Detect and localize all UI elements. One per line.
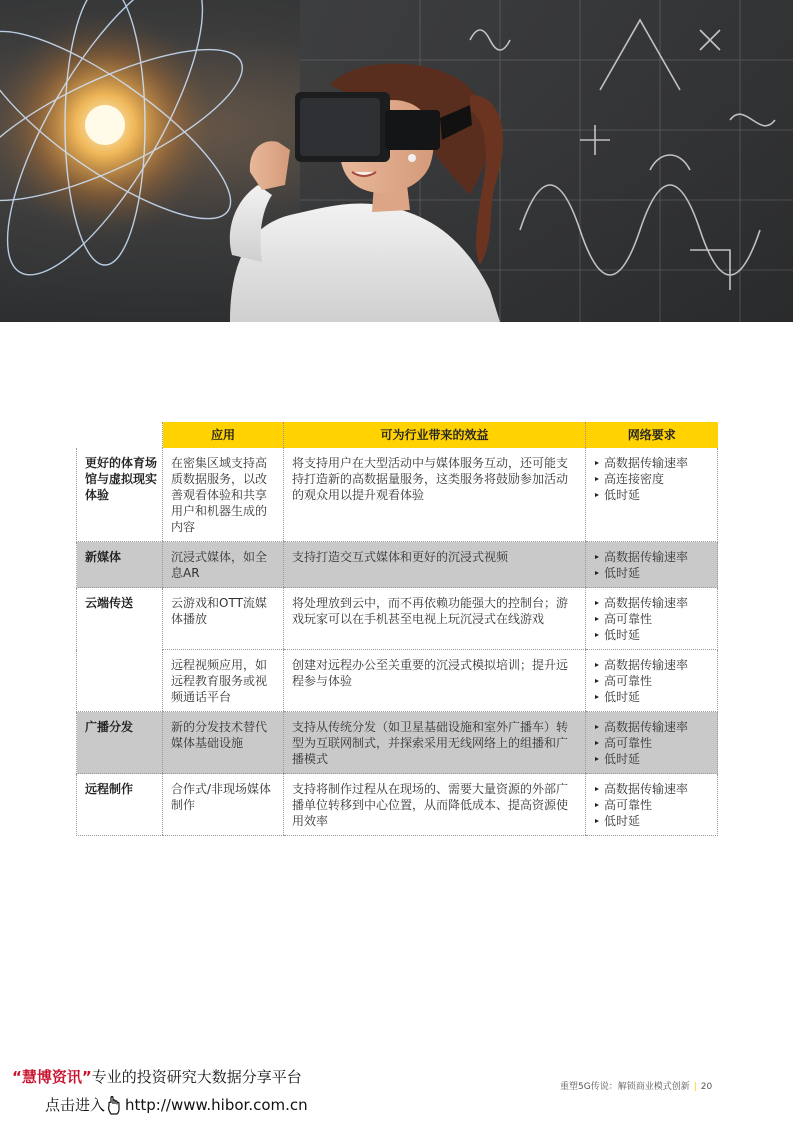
table-header-row (77, 422, 718, 448)
row-benefit: 创建对远程办公至关重要的沉浸式模拟培训；提升远程参与体验 (284, 650, 586, 712)
brand-name: 慧博资讯 (21, 1068, 82, 1086)
row-requirements (586, 650, 718, 712)
row-benefit: 将处理放到云中，而不再依赖功能强大的控制台；游戏玩家可以在手机甚至电视上玩沉浸式在线游戏 (284, 588, 586, 650)
brand-line (12, 1066, 302, 1087)
requirement-item: 低时延 (594, 565, 709, 581)
row-benefit: 支持从传统分发（如卫星基础设施和室外广播车）转型为互联网制式，并探索采用无线网络上的组播和广播模式 (284, 712, 586, 774)
row-application: 新的分发技术替代媒体基础设施 (163, 712, 284, 774)
hero-illustration (0, 0, 793, 322)
header-benefit: 可为行业带来的效益 (284, 422, 586, 448)
row-application: 沉浸式媒体，如全息AR (163, 542, 284, 588)
row-benefit: 将支持用户在大型活动中与媒体服务互动，还可能支持打造新的高数据量服务，这类服务将鼓励参加活动的观众用以提升观看体验 (284, 448, 586, 542)
row-requirements (586, 712, 718, 774)
brand-close-quote: ” (81, 1068, 92, 1086)
row-category: 广播分发 (77, 712, 163, 774)
requirement-item: 低时延 (594, 813, 709, 829)
header-network-requirements: 网络要求 (586, 422, 718, 448)
brand-link-line[interactable] (45, 1094, 308, 1115)
requirement-item: 高数据传输速率 (594, 595, 709, 611)
requirement-item: 高数据传输速率 (594, 455, 709, 471)
link-prefix: 点击进入 (45, 1096, 106, 1114)
table-row (77, 542, 718, 588)
table-row (77, 774, 718, 836)
row-benefit: 支持打造交互式媒体和更好的沉浸式视频 (284, 542, 586, 588)
row-category: 新媒体 (77, 542, 163, 588)
hero-image (0, 0, 793, 322)
row-category: 云端传送 (77, 588, 163, 650)
pointing-hand-icon (106, 1095, 124, 1115)
row-category: 远程制作 (77, 774, 163, 836)
brand-slogan: 专业的投资研究大数据分享平台 (91, 1068, 302, 1086)
requirement-item: 低时延 (594, 689, 709, 705)
requirement-item: 低时延 (594, 751, 709, 767)
row-requirements (586, 542, 718, 588)
row-category (77, 650, 163, 712)
use-case-table (76, 422, 718, 836)
requirement-item: 高数据传输速率 (594, 781, 709, 797)
row-application: 合作式/非现场媒体制作 (163, 774, 284, 836)
requirement-item: 高连接密度 (594, 471, 709, 487)
requirement-item: 高数据传输速率 (594, 719, 709, 735)
row-application: 在密集区域支持高质数据服务，以改善观看体验和共享用户和机器生成的内容 (163, 448, 284, 542)
brand-url-link[interactable]: http://www.hibor.com.cn (125, 1096, 308, 1114)
requirement-item: 高数据传输速率 (594, 657, 709, 673)
table-row (77, 650, 718, 712)
row-application: 云游戏和OTT流媒体播放 (163, 588, 284, 650)
table-row (77, 448, 718, 542)
row-requirements (586, 588, 718, 650)
table-row (77, 712, 718, 774)
requirement-item: 高可靠性 (594, 735, 709, 751)
table-row (77, 588, 718, 650)
row-requirements (586, 448, 718, 542)
requirement-item: 低时延 (594, 627, 709, 643)
page-number: 20 (700, 1082, 713, 1092)
row-category: 更好的体育场馆与虚拟现实体验 (77, 448, 163, 542)
requirement-item: 高可靠性 (594, 797, 709, 813)
requirement-item: 高数据传输速率 (594, 549, 709, 565)
requirement-item: 高可靠性 (594, 611, 709, 627)
requirement-item: 高可靠性 (594, 673, 709, 689)
row-benefit: 支持将制作过程从在现场的、需要大量资源的外部广播单位转移到中心位置，从而降低成本、提高资源使用效率 (284, 774, 586, 836)
footer-separator: | (693, 1082, 697, 1092)
brand-open-quote: “ (12, 1068, 22, 1086)
page-footer (560, 1079, 712, 1092)
header-blank (77, 422, 163, 448)
footer-doc-title: 重塑5G传说：解锁商业模式创新 (560, 1082, 690, 1092)
row-application: 远程视频应用，如远程教育服务或视频通话平台 (163, 650, 284, 712)
row-requirements (586, 774, 718, 836)
requirement-item: 低时延 (594, 487, 709, 503)
header-application: 应用 (163, 422, 284, 448)
